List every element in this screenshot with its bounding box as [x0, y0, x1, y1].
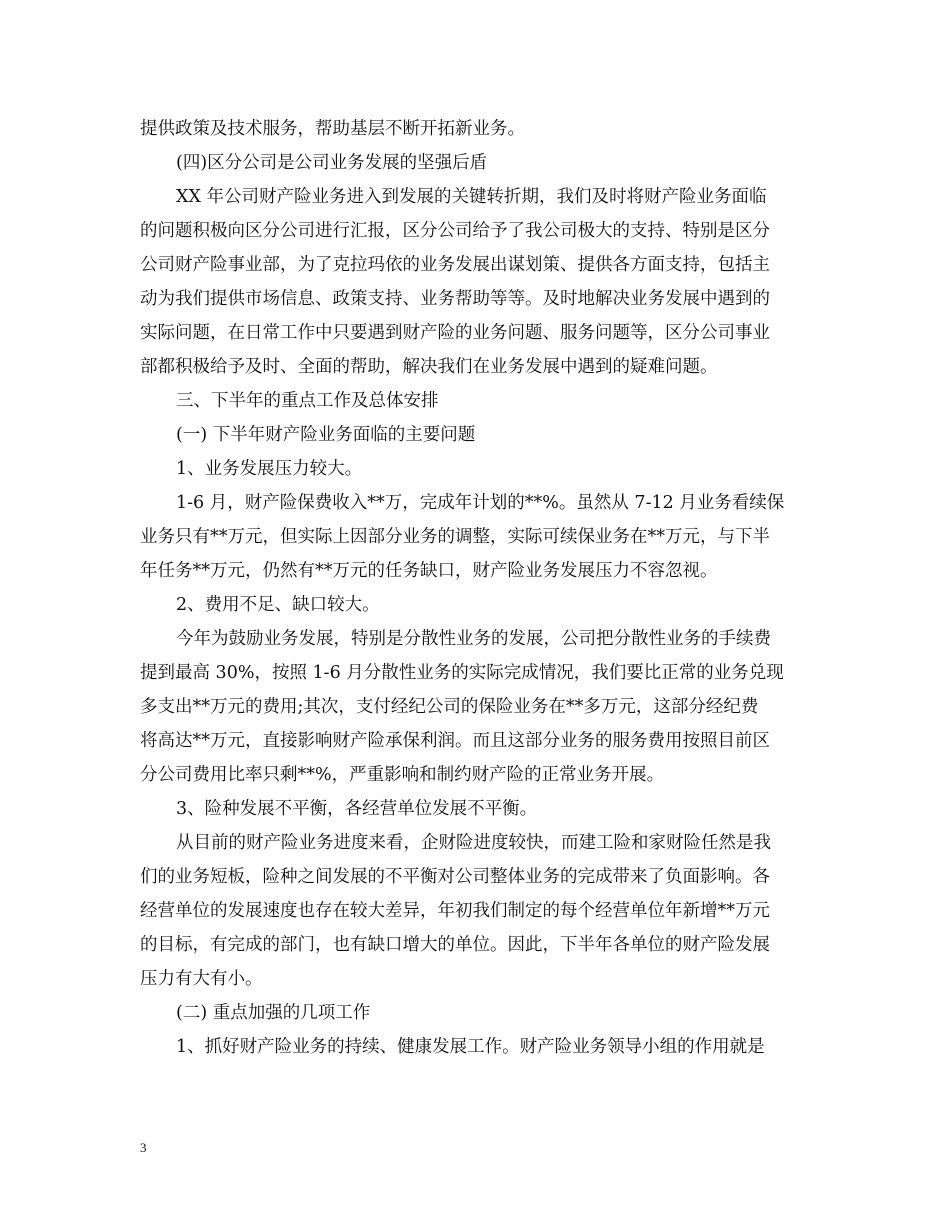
body-text-line: 经营单位的发展速度也存在较大差异，年初我们制定的每个经营单位年新增**万元 [140, 901, 770, 921]
body-text-line: 的目标，有完成的部门，也有缺口增大的单位。因此，下半年各单位的财产险发展 [140, 935, 770, 955]
body-text-line: 压力有大有小。 [140, 969, 263, 989]
body-text-line: 1-6 月，财产险保费收入**万，完成年计划的**%。虽然从 7-12 月业务看续保 [176, 493, 785, 513]
body-text-line: 将高达**万元，直接影响财产险承保利润。而且这部分业务的服务费用按照目前区 [140, 731, 770, 751]
body-text-line: 实际问题，在日常工作中只要遇到财产险的业务问题、服务问题等，区分公司事业 [140, 323, 770, 343]
body-text-line: 提供政策及技术服务，帮助基层不断开拓新业务。 [140, 119, 525, 139]
subsection-heading: 3、险种发展不平衡，各经营单位发展不平衡。 [176, 799, 538, 819]
body-text-line: 动为我们提供市场信息、政策支持、业务帮助等等。及时地解决业务发展中遇到的 [140, 289, 770, 309]
body-text-line: 们的业务短板，险种之间发展的不平衡对公司整体业务的完成带来了负面影响。各 [140, 867, 770, 887]
subsection-heading: 1、业务发展压力较大。 [176, 459, 363, 479]
section-heading: 三、下半年的重点工作及总体安排 [176, 391, 439, 411]
body-text-line: 公司财产险事业部，为了克拉玛依的业务发展出谋划策、提供各方面支持，包括主 [140, 255, 770, 275]
body-text-line: 提到最高 30%，按照 1-6 月分散性业务的实际完成情况，我们要比正常的业务兑现 [140, 663, 784, 683]
subsection-heading: 2、费用不足、缺口较大。 [176, 595, 380, 615]
page-number: 3 [140, 1140, 147, 1155]
body-text-line: 从目前的财产险业务进度来看，企财险进度较快，而建工险和家财险任然是我 [176, 833, 771, 853]
body-text-line: 年任务**万元，仍然有**万元的任务缺口，财产险业务发展压力不容忽视。 [140, 561, 718, 581]
body-text-line: XX 年公司财产险业务进入到发展的关键转折期，我们及时将财产险业务面临 [176, 187, 767, 207]
section-heading: (二) 重点加强的几项工作 [176, 1003, 371, 1023]
section-heading: (一) 下半年财产险业务面临的主要问题 [176, 425, 476, 445]
body-text-line: 的问题积极向区分公司进行汇报，区分公司给予了我公司极大的支持、特别是区分 [140, 221, 770, 241]
section-heading: (四)区分公司是公司业务发展的坚强后盾 [176, 153, 488, 173]
body-text-line: 今年为鼓励业务发展，特别是分散性业务的发展，公司把分散性业务的手续费 [176, 629, 771, 649]
body-text-line: 多支出**万元的费用;其次，支付经纪公司的保险业务在**多万元，这部分经纪费 [140, 697, 759, 717]
body-text-line: 部都积极给予及时、全面的帮助，解决我们在业务发展中遇到的疑难问题。 [140, 357, 718, 377]
body-text-line: 业务只有**万元，但实际上因部分业务的调整，实际可续保业务在**万元，与下半 [140, 527, 770, 547]
body-text-line: 1、抓好财产险业务的持续、健康发展工作。财产险业务领导小组的作用就是 [176, 1037, 765, 1057]
body-text-line: 分公司费用比率只剩**%，严重影响和制约财产险的正常业务开展。 [140, 765, 665, 785]
